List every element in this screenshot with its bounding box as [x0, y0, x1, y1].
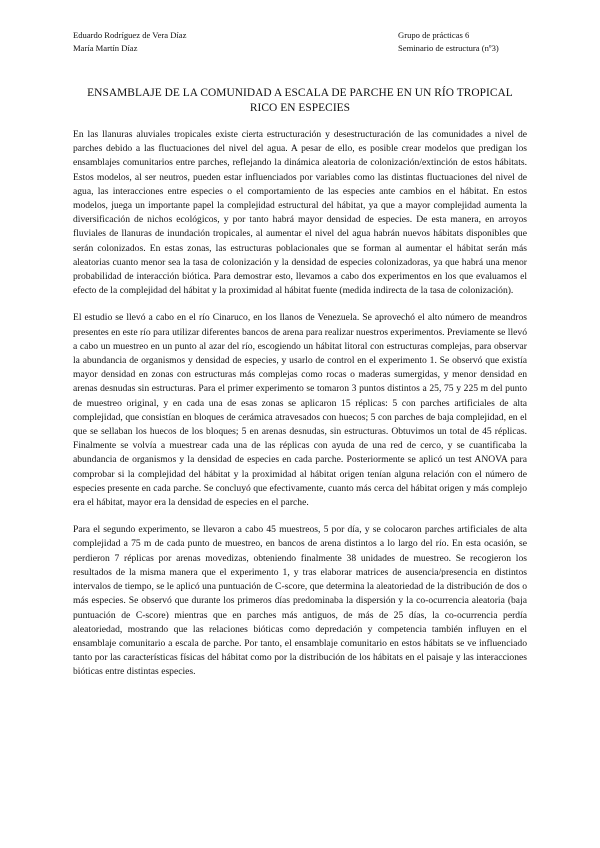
body-paragraph: En las llanuras aluviales tropicales existe cierta estructuración y desestructuración de las comunidades a nivel de parches debido a las fluctuaciones del nivel del agua. A pesar de ello, es posible crear modelos que predigan los ensamblajes comunitarios entre parches, reflejando la dinámica aleatoria de colonización/extinción de estos hábitats. Estos modelos, al ser neutros, pueden estar influenciados por variables como las distintas fluctuaciones del nivel de agua, las interacciones entre especies o el comportamiento de las especies ante cambios en el hábitat. En estos modelos, juega un importante papel la complejidad estructural del hábitat, ya que a mayor complejidad aumenta la diversificación de nichos ecológicos, y por tanto habrá mayor densidad de especies. De esta manera, en arroyos fluviales de llanuras de inundación tropicales, al aumentar el nivel del agua habrán nuevos hábitats disponibles que serán colonizados. En estas zonas, las estructuras poblacionales que se forman al aumentar el hábitat serán más aleatorias cuanto menor sea la tasa de colonización y la densidad de especies colonizadoras, ya que habrá una menor probabilidad de interacción biótica. Para demostrar esto, llevamos a cabo dos experimentos en los que evaluamos el efecto de la complejidad del hábitat y la proximidad al hábitat fuente (medida indirecta de la tasa de colonización). [73, 129, 527, 297]
document-title: ENSAMBLAJE DE LA COMUNIDAD A ESCALA DE PARCHE EN UN RÍO TROPICAL RICO EN ESPECIES [87, 87, 513, 114]
author-name: María Martín Díaz [73, 43, 138, 53]
body-paragraph: Para el segundo experimento, se llevaron a cabo 45 muestreos, 5 por día, y se colocaron parches artificiales de alta complejidad a 75 m de cada punto de muestreo, en bancos de arena distintos a lo largo del río. En esta ocasión, se perdieron 7 réplicas por arenas movedizas, obteniendo finalmente 38 unidades de muestreo. Se recogieron los resultados de la misma manera que el experimento 1, y tras elaborar matrices de ausencia/presencia en distintos intervalos de tiempo, se le aplicó una puntuación de C-score, que determina la aleatoriedad de la distribución de dos o más especies. Se observó que durante los primeros días predominaba la dispersión y la co-ocurrencia aleatoria (baja puntuación de C-score) mientras que en parches más antiguos, de más de 25 días, la co-ocurrencia perdía aleatoriedad, mostrando que las relaciones bióticas como depredación y competencia también influyen en el ensamblaje comunitario a escala de parche. Por tanto, el ensamblaje comunitario en estos hábitats se ve influenciado tanto por las características físicas del hábitat como por la distribución de los hábitats en el paisaje y las interacciones bióticas entre distintas especies. [73, 524, 527, 678]
document-body [73, 128, 527, 693]
seminar-label: Seminario de estructura (nº3) [398, 43, 499, 53]
author-name: Eduardo Rodríguez de Vera Díaz [73, 30, 187, 40]
practice-group: Grupo de prácticas 6 [398, 30, 470, 40]
header-authors [73, 29, 186, 55]
body-paragraph: El estudio se llevó a cabo en el río Cinaruco, en los llanos de Venezuela. Se aprovechó el alto número de meandros presentes en este río para utilizar diferentes bancos de arena para realizar nuestros experimentos. Previamente se llevó a cabo un muestreo en un punto al azar del río, escogiendo un hábitat litoral con estructuras complejas, para observar la abundancia de organismos y densidad de especies, y usarlo de control en el experimento 1. Se observó que existía mayor densidad en zonas con estructuras más complejas como rocas o maderas sumergidas, y menor densidad en arenas desnudas sin estructuras. Para el primer experimento se tomaron 3 puntos distintos a 25, 75 y 225 m del punto de muestreo original, y en cada una de esas zonas se aplicaron 15 réplicas: 5 con parches artificiales de alta complejidad, que consistían en bloques de cerámica atravesados con huecos; 5 con parches de baja complejidad, en el que se sellaban los huecos de los bloques; 5 en arenas desnudas, sin estructuras. Obtuvimos un total de 45 réplicas. Finalmente se volvía a muestrear cada una de las réplicas con ayuda de una red de cerco, y se cuantificaba la abundancia de organismos y la densidad de especies en cada parche. Posteriormente se aplicó un test ANOVA para comprobar si la complejidad del hábitat y la proximidad al hábitat origen tenían alguna relación con el número de especies presente en cada parche. Se concluyó que efectivamente, cuanto más cerca del hábitat origen y más complejo era el hábitat, mayor era la densidad de especies en el parche. [73, 312, 527, 509]
header-course-info [398, 29, 499, 55]
